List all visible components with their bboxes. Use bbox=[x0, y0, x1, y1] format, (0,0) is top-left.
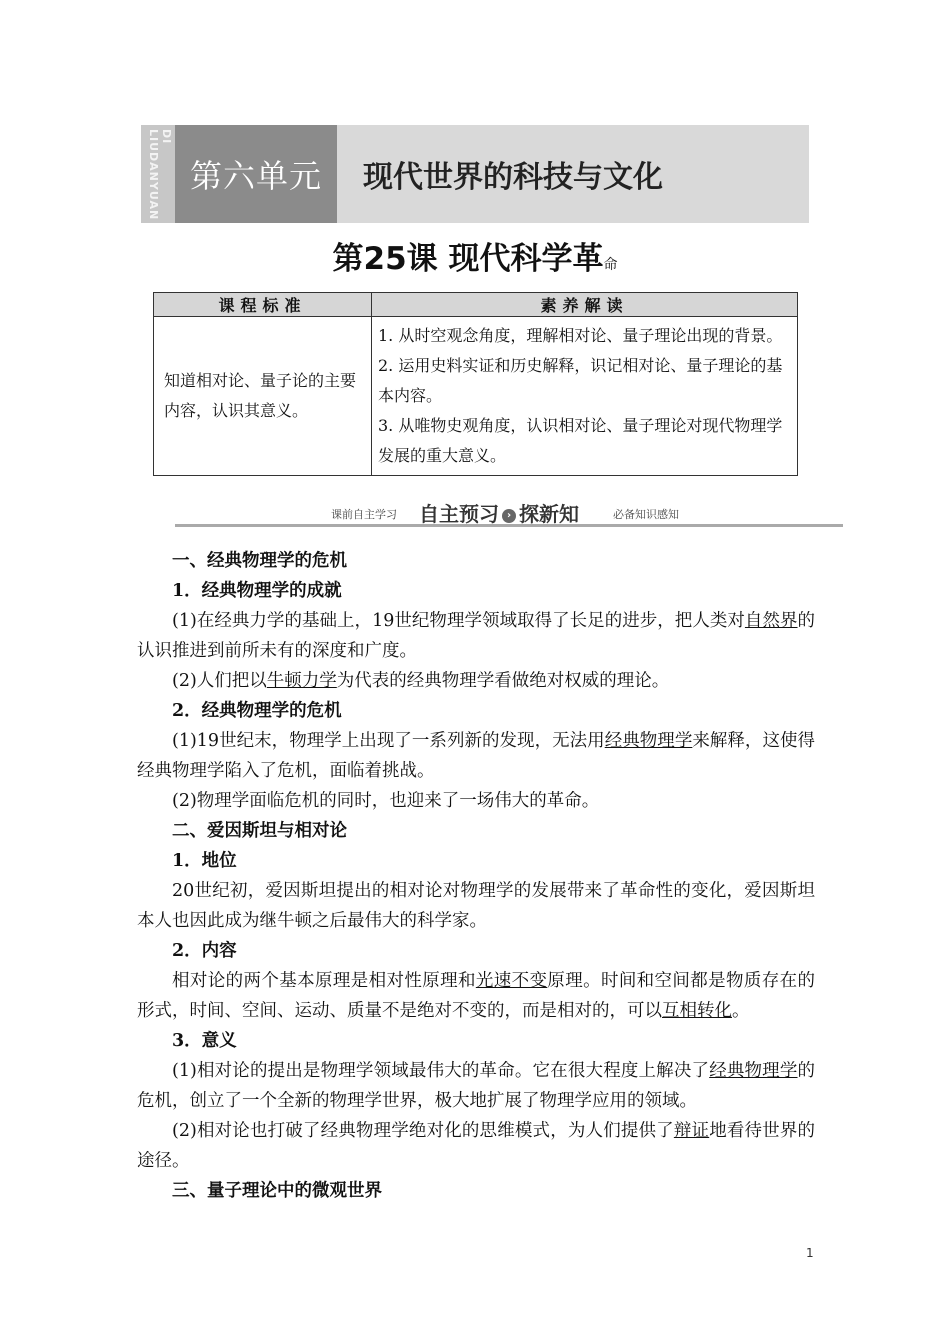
divider-right-text: 必备知识感知 bbox=[613, 508, 679, 521]
text: (1)相对论的提出是物理学领域最伟大的革命。它在很大程度上解决了 bbox=[172, 1061, 710, 1081]
divider-main-b: 探新知 bbox=[519, 502, 579, 526]
lesson-title bbox=[0, 233, 950, 278]
key-term: 自然界 bbox=[744, 611, 798, 631]
paragraph bbox=[137, 966, 815, 1026]
lesson-title-suffix: 命 bbox=[603, 257, 618, 273]
interpretation-item: 2. 运用史料实证和历史解释，识记相对论、量子理论的基本内容。 bbox=[378, 356, 783, 405]
subsection-heading: 3．意义 bbox=[172, 1031, 237, 1051]
header-literacy-interpretation: 素养解读 bbox=[372, 293, 798, 317]
section-heading: 一、经典物理学的危机 bbox=[172, 551, 347, 571]
header-curriculum-standard: 课程标准 bbox=[154, 293, 372, 317]
section-heading: 三、量子理论中的微观世界 bbox=[172, 1181, 382, 1201]
text: 来解释，这使得经典物理学陷入了危机，面临着挑战。 bbox=[137, 731, 816, 781]
paragraph: (2)物理学面临危机的同时，也迎来了一场伟大的革命。 bbox=[172, 791, 600, 811]
text: 相对论的两个基本原理是相对性原理和 bbox=[172, 971, 476, 991]
paragraph bbox=[137, 726, 815, 786]
unit-side-strip bbox=[141, 125, 175, 223]
divider-main-a: 自主预习 bbox=[419, 502, 499, 526]
paragraph bbox=[137, 1056, 815, 1116]
key-term: 经典物理学 bbox=[709, 1061, 798, 1081]
arrow-icon: › bbox=[502, 509, 516, 523]
standards-table bbox=[153, 292, 798, 476]
divider-left-text: 课前自主学习 bbox=[331, 508, 397, 521]
key-term: 牛顿力学 bbox=[266, 671, 337, 691]
key-term: 经典物理学 bbox=[604, 731, 693, 751]
interpretation-item: 3. 从唯物史观角度，认识相对论、量子理论对现代物理学发展的重大意义。 bbox=[378, 416, 783, 465]
text: (1)19世纪末，物理学上出现了一系列新的发现，无法用 bbox=[172, 731, 605, 751]
text: (2)相对论也打破了经典物理学绝对化的思维模式，为人们提供了 bbox=[172, 1121, 674, 1141]
section-divider bbox=[175, 500, 843, 527]
unit-label: 第六单元 bbox=[175, 125, 337, 223]
unit-title: 现代世界的科技与文化 bbox=[363, 160, 663, 195]
key-term: 互相转化 bbox=[662, 1001, 732, 1021]
subsection-heading: 1．地位 bbox=[172, 851, 237, 871]
paragraph bbox=[137, 1116, 815, 1176]
text: 地看待世界的途径。 bbox=[137, 1121, 816, 1171]
unit-banner bbox=[141, 125, 809, 223]
standards-body-row bbox=[154, 317, 798, 476]
text: 。 bbox=[732, 1001, 750, 1021]
section-heading: 二、爱因斯坦与相对论 bbox=[172, 821, 347, 841]
standards-header-row bbox=[154, 293, 798, 317]
main-content bbox=[137, 546, 815, 1206]
lesson-title-text: 第25课 现代科学革 bbox=[332, 241, 604, 277]
subsection-heading: 2．内容 bbox=[172, 941, 237, 961]
standard-text: 知道相对论、量子论的主要内容，认识其意义。 bbox=[154, 317, 372, 476]
text: (2)人们把以 bbox=[172, 671, 267, 691]
paragraph bbox=[137, 666, 815, 696]
text: (1)在经典力学的基础上，19世纪物理学领域取得了长足的进步，把人类对 bbox=[172, 611, 745, 631]
divider-main bbox=[419, 498, 579, 527]
text: 的危机，创立了一个全新的物理学世界，极大地扩展了物理学应用的领域。 bbox=[137, 1061, 816, 1111]
key-term: 光速不变 bbox=[475, 971, 548, 991]
paragraph bbox=[137, 606, 815, 666]
text: 为代表的经典物理学看做绝对权威的理论。 bbox=[336, 671, 670, 691]
subsection-heading: 2．经典物理学的危机 bbox=[172, 701, 342, 721]
subsection-heading: 1．经典物理学的成就 bbox=[172, 581, 342, 601]
interpretation-cell bbox=[372, 317, 798, 476]
interpretation-item: 1. 从时空观念角度，理解相对论、量子理论出现的背景。 bbox=[378, 326, 783, 345]
key-term: 辩证 bbox=[673, 1121, 710, 1141]
text: 的认识推进到前所未有的深度和广度。 bbox=[137, 611, 816, 661]
paragraph: 20世纪初，爱因斯坦提出的相对论对物理学的发展带来了革命性的变化，爱因斯坦本人也因此成为继牛顿之后最伟大的科学家。 bbox=[137, 881, 815, 931]
text: 原理。时间和空间都是物质存在的形式，时间、空间、运动、质量不是绝对不变的，而是相对的，可以 bbox=[137, 971, 816, 1021]
page-number: 1 bbox=[806, 1246, 814, 1260]
unit-side-text: DI LIUDANYUAN bbox=[147, 129, 173, 221]
